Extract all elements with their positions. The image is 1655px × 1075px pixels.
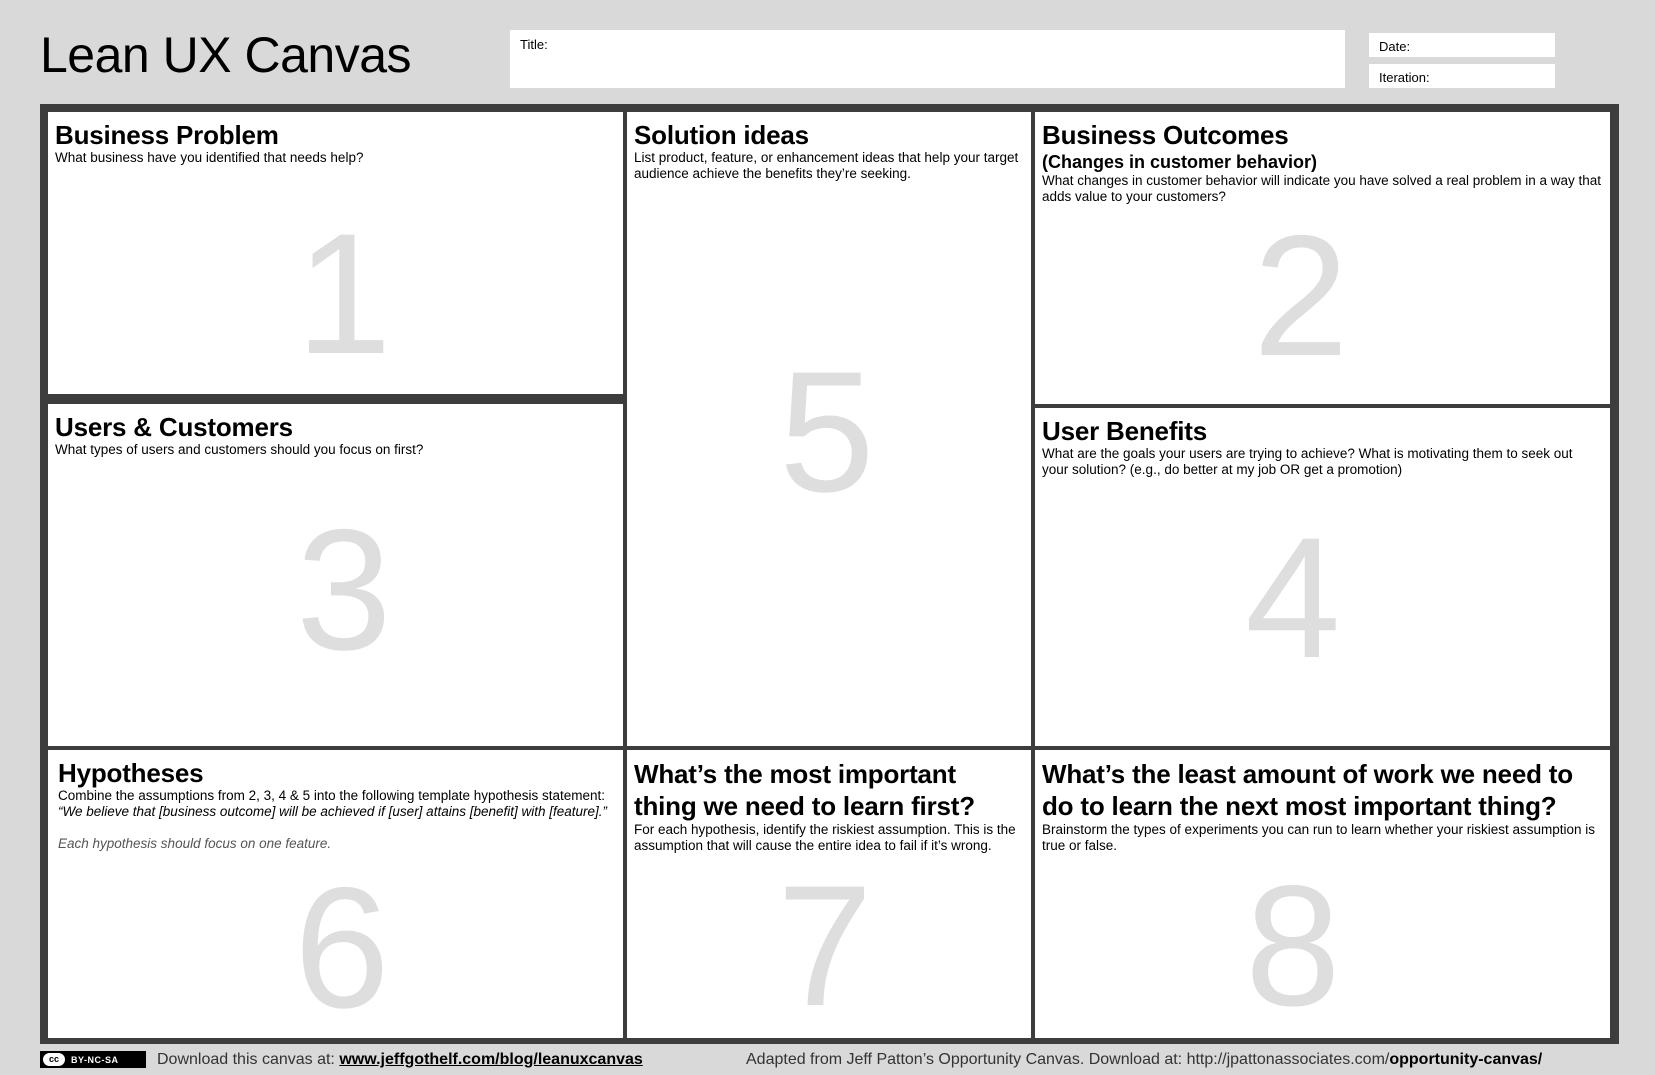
business-problem-description: What business have you identified that needs help? <box>55 150 364 165</box>
download-link[interactable]: www.jeffgothelf.com/blog/leanuxcanvas <box>339 1051 643 1068</box>
box-number-5: 5 <box>779 336 875 528</box>
download-note <box>157 1048 643 1072</box>
box-number-7: 7 <box>777 850 873 1038</box>
canvas-board <box>40 104 1619 1044</box>
adapted-link-path: opportunity-canvas/ <box>1389 1051 1543 1068</box>
box-number-1: 1 <box>296 198 392 390</box>
least-work-heading: What’s the least amount of work we need to do to learn the next most important thing? <box>1042 759 1573 821</box>
business-outcomes-description: What changes in customer behavior will indicate you have solved a real problem in a way that adds value to your customers? <box>1042 173 1602 204</box>
adapted-prefix: Adapted from Jeff Patton’s Opportunity Canvas. Download at: <box>746 1051 1183 1068</box>
date-field-label: Date: <box>1379 39 1411 54</box>
learn-first-description: For each hypothesis, identify the riskiest assumption. This is the assumption that will cause the entire idea to fail if it’s wrong. <box>634 822 1016 853</box>
date-field[interactable] <box>1369 33 1555 57</box>
page-title: Lean UX Canvas <box>40 27 412 83</box>
learn-first-box[interactable] <box>627 750 1031 1038</box>
title-field-label: Title: <box>520 37 548 52</box>
business-outcomes-box[interactable] <box>1035 112 1610 404</box>
cc-icon: cc <box>43 1053 65 1066</box>
learn-first-heading: What’s the most important thing we need to learn first? <box>634 759 975 821</box>
cc-license-text: BY-NC-SA <box>71 1054 119 1065</box>
user-benefits-heading: User Benefits <box>1042 416 1208 446</box>
iteration-field-label: Iteration: <box>1379 70 1430 85</box>
box-number-6: 6 <box>294 852 390 1038</box>
adapted-link-base: http://jpattonassociates.com/ <box>1186 1051 1390 1068</box>
users-customers-heading: Users & Customers <box>55 412 293 442</box>
box-number-3: 3 <box>296 494 392 686</box>
users-customers-box[interactable] <box>48 404 623 746</box>
business-outcomes-heading: Business Outcomes <box>1042 120 1289 150</box>
user-benefits-description: What are the goals your users are trying to achieve? What is motivating them to seek out your solution? (e.g., do better at my job OR get a promotion) <box>1042 446 1573 477</box>
least-work-description: Brainstorm the types of experiments you can run to learn whether your riskiest assumption is true or false. <box>1042 822 1595 853</box>
iteration-field[interactable] <box>1369 64 1555 88</box>
box-number-2: 2 <box>1253 200 1349 392</box>
users-customers-description: What types of users and customers should you focus on first? <box>55 442 424 457</box>
hypotheses-description: Combine the assumptions from 2, 3, 4 & 5 into the following template hypothesis statement: <box>58 788 606 803</box>
footer <box>40 1048 1619 1072</box>
adapted-link[interactable] <box>1187 1051 1543 1068</box>
title-field[interactable] <box>510 30 1345 88</box>
box-number-4: 4 <box>1245 502 1341 694</box>
user-benefits-box[interactable] <box>1035 408 1610 746</box>
box-number-8: 8 <box>1245 850 1341 1038</box>
least-work-box[interactable] <box>1035 750 1610 1038</box>
hypotheses-template: “We believe that [business outcome] will be achieved if [user] attains [benefit] with [feature].” <box>58 804 608 819</box>
hypotheses-note: Each hypothesis should focus on one feature. <box>58 836 332 851</box>
solution-ideas-heading: Solution ideas <box>634 120 809 150</box>
adapted-note <box>746 1048 1542 1072</box>
business-problem-box[interactable] <box>48 112 623 394</box>
hypotheses-heading: Hypotheses <box>58 758 204 788</box>
business-outcomes-subheading: (Changes in customer behavior) <box>1042 152 1318 172</box>
solution-ideas-box[interactable] <box>627 112 1031 746</box>
solution-ideas-description: List product, feature, or enhancement ideas that help your target audience achieve the benefits they’re seeking. <box>634 150 1019 181</box>
business-problem-heading: Business Problem <box>55 120 279 150</box>
hypotheses-box[interactable] <box>48 750 623 1038</box>
download-prefix: Download this canvas at: <box>157 1051 335 1068</box>
cc-license-badge[interactable] <box>40 1051 146 1068</box>
